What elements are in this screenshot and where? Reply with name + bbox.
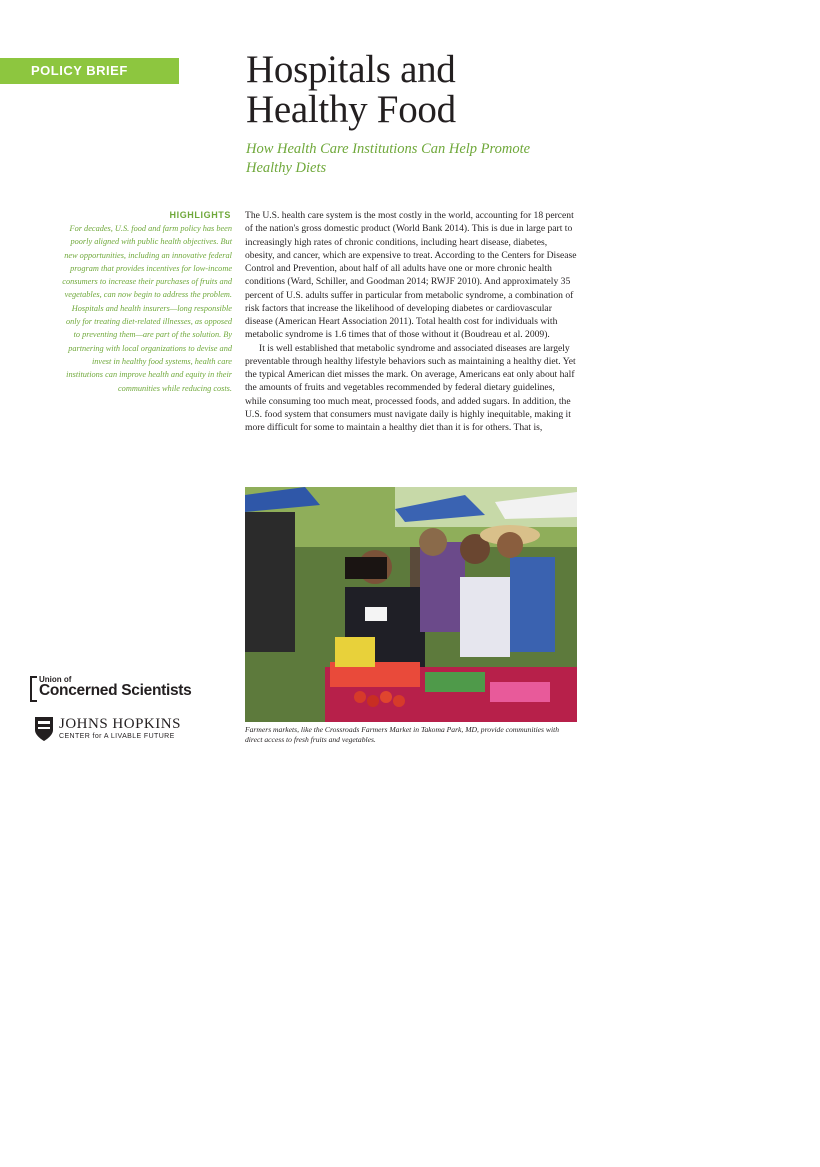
jh-logo-name: JOHNS HOPKINS	[59, 716, 181, 732]
page-subtitle: How Health Care Institutions Can Help Promote Healthy Diets	[246, 141, 531, 176]
page-title: Hospitals and Healthy Food	[246, 48, 456, 131]
highlights-text: For decades, U.S. food and farm policy has been poorly aligned with public health objectives. But new opportunities, including an innovative federal program that provides incentives for low-income consumers to increase their purchases of fruits and vegetables, can now begin to address the problem. Hospitals and health insurers—long responsible only for treating diet-related illnesses, as opposed to preventing them—are part of the solution. By partnering with local organizations to devise and invest in healthy food systems, health care institutions can improve health and equity in their communities while reducing costs.	[62, 224, 232, 393]
ucs-logo-name: Concerned Scientists	[39, 682, 192, 699]
ucs-logo	[30, 672, 200, 702]
body-paragraph-2: It is well established that metabolic syndrome and associated diseases are largely preventable through healthy lifestyle behaviors such as maintaining a healthy diet. Yet the typical American diet misses the mark. On average, Americans eat only about half the amounts of fruits and vegetables recommended by federal dietary guidelines, while consuming too much meat, processed foods, and added sugars. In addition, the U.S. food system that consumers must navigate daily is highly inequitable, making it more difficult for some to maintain a healthy diet than it is for others. That is,	[245, 342, 576, 433]
highlights-heading: HIGHLIGHTS	[169, 210, 231, 220]
ucs-logo-small-text: Union of	[39, 675, 72, 684]
shield-icon	[34, 716, 54, 742]
photo-caption: Farmers markets, like the Crossroads Farmers Market in Takoma Park, MD, provide communities with direct access to fresh fruits and vegetables.	[245, 725, 559, 744]
main-body	[245, 209, 577, 434]
jh-logo-center: CENTER for A LIVABLE FUTURE	[59, 733, 175, 740]
farmers-market-illustration	[245, 487, 577, 722]
johns-hopkins-logo	[34, 714, 224, 746]
photo-credit: © UCS/Ashley Alman	[815, 1124, 820, 1167]
body-paragraph-1: The U.S. health care system is the most costly in the world, accounting for 18 percent of the nation's gross domestic product (World Bank 2014). This is due in large part to increasingly high rates of chronic conditions, including heart disease, diabetes, obesity, and cancer, which are expensive to treat. According to the Centers for Disease Control and Prevention, about half of all adults have one or more chronic health conditions (Ward, Schiller, and Goodman 2014; RWJF 2010). And approximately 35 percent of U.S. adults suffer in particular from metabolic syndrome, a combination of risk factors that increase the likelihood of developing diabetes or cardiovascular disease (American Heart Association 2011). Total health cost for individuals with metabolic syndrome is 1.6 times that of those without it (Boudreau et al. 2009).	[245, 210, 577, 341]
policy-brief-badge: POLICY BRIEF	[0, 58, 179, 84]
ucs-bracket-icon	[30, 676, 37, 702]
